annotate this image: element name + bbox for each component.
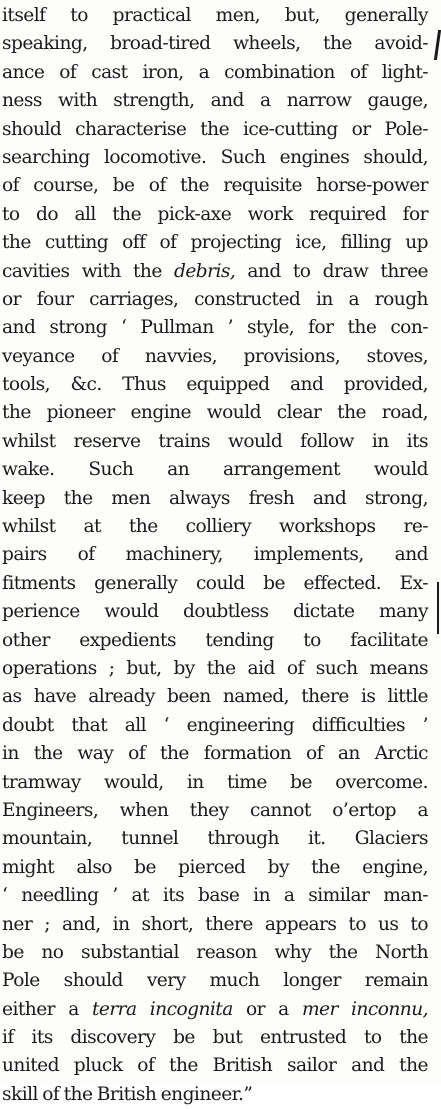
text-run: keep the men always fresh and strong, [2, 487, 428, 509]
text-run: in the way of the formation of an Arctic [2, 743, 428, 765]
text-run: might also be pierced by the engine, [2, 856, 428, 878]
text-run: fitments generally could be effected. Ex- [2, 572, 428, 594]
text-line [2, 655, 428, 683]
text-line [2, 371, 428, 399]
text-run: veyance of navvies, provisions, stoves, [2, 345, 428, 367]
text-run: of course, be of the requisite horse-power [2, 175, 428, 197]
text-run: ner ; and, in short, there appears to us to [2, 913, 428, 935]
text-line [2, 541, 428, 569]
text-line [2, 911, 428, 939]
text-run: or four carriages, constructed in a rough [2, 288, 428, 310]
text-line [2, 598, 428, 626]
text-run: should characterise the ice-cutting or Pole- [2, 118, 428, 140]
text-line [2, 513, 428, 541]
body-text [2, 2, 428, 1109]
text-line [2, 286, 428, 314]
text-line [2, 1024, 428, 1052]
text-line [2, 399, 428, 427]
text-run: tramway would, in time be overcome. [2, 771, 428, 793]
text-run: be no substantial reason why the North [2, 941, 428, 963]
text-line [2, 996, 428, 1024]
text-line [2, 428, 428, 456]
text-line [2, 740, 428, 768]
text-run: ance of cast iron, a combination of light- [2, 61, 428, 83]
italic-text: debris, [173, 260, 236, 282]
text-run: perience would doubtless dictate many [2, 601, 428, 623]
italic-text: mer inconnu, [301, 998, 428, 1020]
text-line [2, 59, 428, 87]
margin-ink-mark [437, 582, 439, 634]
text-line [2, 854, 428, 882]
text-line [2, 229, 428, 257]
text-line [2, 882, 428, 910]
text-line [2, 343, 428, 371]
text-run: or a [232, 998, 302, 1020]
text-line [2, 939, 428, 967]
text-line [2, 201, 428, 229]
text-run: to do all the pick-axe work required for [2, 203, 428, 225]
text-line [2, 87, 428, 115]
text-line [2, 1052, 428, 1080]
text-run: Pole should very much longer remain [2, 970, 428, 992]
margin-ink-mark [434, 30, 441, 60]
text-run: united pluck of the British sailor and the [2, 1055, 428, 1077]
text-line [2, 172, 428, 200]
text-line [2, 485, 428, 513]
text-run: pairs of machinery, implements, and [2, 544, 428, 566]
italic-text: terra incognita [91, 998, 233, 1020]
text-line [2, 825, 428, 853]
text-line [2, 570, 428, 598]
text-run: either a [2, 998, 92, 1020]
text-line [2, 144, 428, 172]
text-run: other expedients tending to facilitate [2, 629, 428, 651]
text-line [2, 456, 428, 484]
text-run: whilst reserve trains would follow in its [2, 430, 428, 452]
text-line [2, 683, 428, 711]
text-run: as have already been named, there is little [2, 686, 428, 708]
text-run: and strong ‘ Pullman ’ style, for the con- [2, 317, 428, 339]
text-line [2, 2, 428, 30]
text-run: skill of the British engineer.” [2, 1083, 253, 1105]
text-line [2, 967, 428, 995]
text-run: itself to practical men, but, generally [2, 5, 428, 26]
text-line [2, 627, 428, 655]
text-run: doubt that all ‘ engineering difficulties ’ [2, 714, 428, 736]
text-run: wake. Such an arrangement would [2, 459, 428, 481]
text-line [2, 797, 428, 825]
text-line [2, 769, 428, 797]
text-run: the pioneer engine would clear the road, [2, 402, 428, 424]
text-run: Engineers, when they cannot o’ertop a [2, 799, 428, 821]
text-line [2, 258, 428, 286]
text-run: cavities with the [2, 260, 174, 282]
text-run: tools, &c. Thus equipped and provided, [2, 374, 428, 396]
text-line [2, 1081, 428, 1109]
text-run: searching locomotive. Such engines should, [2, 146, 428, 168]
text-run: ‘ needling ’ at its base in a similar man- [2, 885, 428, 907]
text-run: operations ; but, by the aid of such means [2, 657, 428, 679]
text-run: the cutting off of projecting ice, filling up [2, 232, 428, 254]
text-run: if its discovery be but entrusted to the [2, 1027, 428, 1049]
text-run: ness with strength, and a narrow gauge, [2, 90, 428, 112]
text-line [2, 116, 428, 144]
text-line [2, 712, 428, 740]
text-run: mountain, tunnel through it. Glaciers [2, 828, 428, 850]
text-run: and to draw three [235, 260, 428, 282]
text-line [2, 314, 428, 342]
text-run: speaking, broad-tired wheels, the avoid- [2, 33, 428, 55]
text-run: whilst at the colliery workshops re- [2, 516, 428, 538]
text-line [2, 30, 428, 58]
